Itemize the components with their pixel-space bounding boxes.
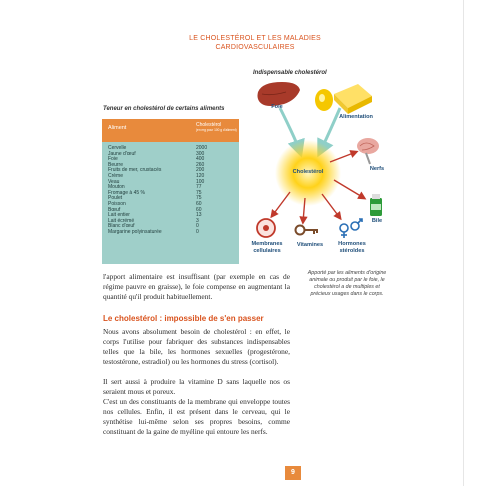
label-center: Cholestérol	[292, 169, 324, 175]
table-title: Teneur en cholestérol de certains aliments	[103, 106, 225, 112]
label-foie: Foie	[271, 104, 283, 110]
diagram-title: Indispensable cholestérol	[253, 70, 327, 76]
paragraph-1: l'apport alimentaire est insuffisant (par exemple en cas de régime pauvre en graisse), le foie compense en augmentant la quantité qu'il produit habituellement.	[103, 272, 290, 301]
table-cell-value: 77	[196, 184, 202, 191]
food-icon	[315, 84, 372, 114]
table-cell-value: 400	[196, 156, 205, 163]
table-cell-value: 120	[196, 172, 205, 179]
label-membranes-line2: cellulaires	[253, 248, 281, 254]
table-header-food: Aliment	[108, 125, 127, 131]
table-cell-food: Lait écrémé	[108, 217, 135, 224]
table-cell-food: Beurre	[108, 161, 124, 168]
label-bile: Bile	[371, 218, 383, 224]
figure-caption: Apporté par les aliments d'origine animale ou produit par le foie, le cholestérol a de multiples et précieux usages dans le corps.	[307, 270, 387, 297]
label-alimentation: Alimentation	[339, 114, 373, 120]
table-cell-food: Foie	[108, 156, 118, 163]
table-cell-food: Margarine polyinsaturée	[108, 228, 162, 235]
table-cell-value: 260	[196, 161, 205, 168]
table-cell-value: 60	[196, 206, 202, 213]
arrow-to-hormones	[322, 194, 340, 218]
label-hormones-line1: Hormones	[338, 241, 366, 247]
label-hormones-line2: stéroïdes	[339, 248, 365, 254]
table-cell-food: Bœuf	[108, 206, 121, 213]
page-number: 9	[285, 466, 301, 480]
label-hormones	[332, 241, 372, 255]
table-cell-value: 100	[196, 178, 205, 185]
table-cell-food: Fruits de mer, crustacés	[108, 167, 162, 174]
liver-icon	[258, 82, 301, 106]
arrow-to-membranes	[272, 192, 290, 216]
table-cell-food: Fromage à 45 %	[108, 189, 145, 196]
section-title: Le cholestérol : impossible de s'en passer	[103, 314, 264, 323]
key-icon	[296, 226, 319, 235]
table-cell-value: 0	[196, 223, 199, 230]
table-cell-food: Cervelle	[108, 145, 127, 151]
paragraph-4: C'est un des constituants de la membrane qui enveloppe toutes nos cellules. Enfin, il est présent dans le cerveau, qui le synthétise lui-même selon ses propres besoins, comme constituant de la gaine de myéline qui entoure les nerfs.	[103, 397, 290, 436]
table-cell-food: Lait entier	[108, 212, 130, 219]
table-cell-food: Mouton	[108, 184, 125, 191]
table-cell-food: Poisson	[108, 200, 126, 207]
table-cell-value: 0	[196, 228, 199, 235]
running-head-line2: CARDIOVASCULAIRES	[215, 44, 295, 51]
table-cell-food: Poulet	[108, 195, 123, 202]
table-cell-food: Veau	[108, 178, 120, 185]
label-membranes	[246, 241, 288, 255]
table-cell-value: 200	[196, 167, 205, 174]
brain-icon	[357, 138, 379, 164]
table-cell-food: Jaune d'œuf	[108, 150, 136, 157]
gender-symbols-icon	[340, 219, 362, 238]
table-cell-value: 75	[196, 189, 202, 196]
bile-icon	[370, 194, 382, 216]
table-cell-value: 75	[196, 195, 202, 202]
label-nerfs: Nerfs	[369, 166, 385, 172]
table-header-value-label: Cholestérol	[196, 122, 222, 128]
paragraph-2: Nous avons absolument besoin de cholestérol : en effet, le corps l'utilise pour fabriquer des substances indispensables telles que la bile, les hormones sexuelles (progestérone, testostérone, estradiol) ou les hormones du stress (cortisol).	[103, 327, 290, 366]
table-header-value-unit: (en mg pour 100 g d'aliment)	[196, 127, 237, 132]
table-cell-value: 60	[196, 200, 202, 207]
table-cell-food: Crème	[108, 172, 124, 179]
cell-icon	[257, 219, 275, 237]
table-cell-food: Blanc d'œuf	[108, 223, 135, 230]
label-membranes-line1: Membranes	[251, 241, 283, 247]
running-head-line1: LE CHOLESTÉROL ET LES MALADIES	[189, 35, 321, 42]
table-cell-value: 2000	[196, 145, 208, 151]
table-cell-value: 3	[196, 217, 199, 224]
arrow-to-bile	[334, 180, 364, 198]
paragraph-3: Il sert aussi à produire la vitamine D sans laquelle nos os seraient mous et poreux.	[103, 377, 290, 396]
label-vitamines: Vitamines	[296, 242, 324, 248]
table-cell-value: 13	[196, 212, 202, 219]
table-cell-value: 300	[196, 150, 205, 157]
